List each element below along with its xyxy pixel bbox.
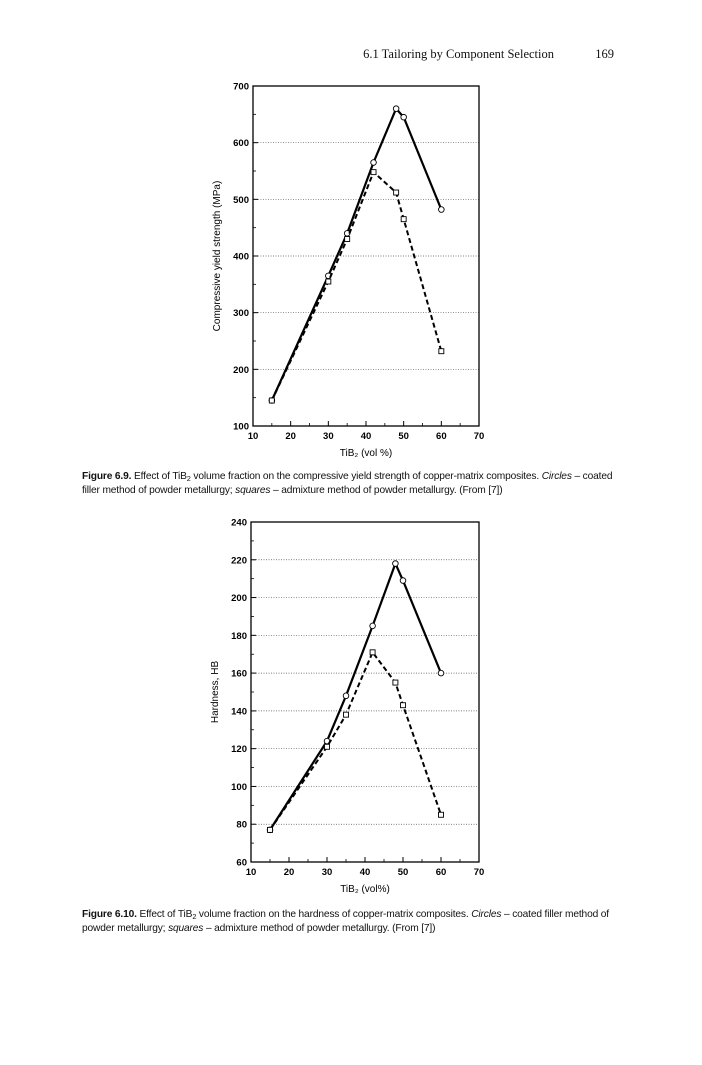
y-tick-label: 180 [231, 630, 247, 642]
circle-marker [393, 561, 399, 567]
caption-subscript: 2 [186, 473, 191, 483]
y-tick-label: 240 [231, 517, 247, 529]
y-tick-label: 500 [233, 194, 249, 206]
caption-circles: Circles [471, 909, 502, 920]
square-marker [325, 744, 330, 749]
square-marker [371, 170, 376, 175]
circle-marker [400, 578, 406, 584]
caption-circles: Circles [541, 471, 572, 482]
caption-text: Effect of TiB [134, 471, 187, 482]
x-tick-label: 40 [360, 431, 372, 442]
running-head: 6.1 Tailoring by Component Selection [363, 47, 554, 61]
y-tick-label: 600 [233, 138, 249, 150]
y-tick-label: 120 [231, 744, 247, 756]
caption-text: volume fraction on the compressive yield strength of copper-matrix composites. [190, 471, 539, 482]
x-tick-label: 10 [245, 867, 257, 878]
square-marker [439, 812, 444, 817]
circle-marker [370, 623, 376, 629]
x-tick-label: 20 [285, 431, 296, 442]
y-tick-label: 400 [233, 251, 249, 263]
caption-text: – admixture method of powder metallurgy. (From [7]) [270, 485, 503, 496]
series-line-squares [270, 652, 441, 830]
series-line-circles [270, 564, 441, 830]
caption-text: volume fraction on the hardness of copper-matrix composites. [196, 909, 469, 920]
caption-squares: squares [235, 485, 271, 496]
compressive-strength-chart [0, 70, 702, 470]
square-marker [345, 237, 350, 242]
hardness-chart [0, 505, 702, 905]
y-tick-label: 700 [233, 81, 249, 93]
y-tick-label: 80 [236, 819, 247, 831]
page-number: 169 [595, 47, 614, 61]
x-tick-label: 70 [473, 867, 485, 878]
caption-text: – coated filler method of powder metallurgy; [82, 909, 609, 934]
square-marker [394, 190, 399, 195]
x-axis-title: TiB₂ (vol %) [339, 448, 393, 459]
figure-6-9-caption [82, 470, 622, 498]
y-tick-label: 100 [233, 421, 249, 433]
circle-marker [438, 670, 444, 676]
caption-squares: squares [168, 923, 204, 934]
square-marker [269, 398, 274, 403]
x-tick-label: 30 [323, 431, 334, 442]
square-marker [326, 279, 331, 284]
y-tick-label: 100 [231, 781, 247, 793]
x-tick-label: 40 [359, 867, 371, 878]
y-tick-label: 140 [231, 706, 247, 718]
y-axis-title: Compressive yield strength (MPa) [212, 180, 223, 332]
y-tick-label: 300 [233, 308, 249, 320]
page-header [0, 47, 702, 67]
caption-text: Effect of TiB [139, 909, 193, 920]
x-tick-label: 60 [436, 431, 447, 442]
y-tick-label: 60 [236, 857, 247, 869]
square-marker [344, 712, 349, 717]
circle-marker [393, 106, 399, 112]
square-marker [401, 703, 406, 708]
y-tick-label: 220 [231, 555, 247, 567]
x-tick-label: 10 [247, 431, 259, 442]
plot-frame [251, 522, 479, 862]
y-tick-label: 200 [231, 593, 247, 605]
y-tick-label: 200 [233, 364, 249, 376]
x-tick-label: 60 [435, 867, 447, 878]
circle-marker [343, 693, 349, 699]
caption-subscript: 2 [192, 911, 197, 921]
square-marker [401, 217, 406, 222]
circle-marker [439, 207, 445, 213]
x-tick-label: 70 [473, 431, 485, 442]
circle-marker [401, 114, 407, 120]
x-tick-label: 50 [397, 867, 409, 878]
y-tick-label: 160 [231, 668, 247, 680]
x-tick-label: 50 [398, 431, 409, 442]
square-marker [268, 827, 273, 832]
series-line-circles [272, 109, 442, 401]
figure-6-10-caption [82, 908, 622, 936]
caption-text: – coated filler method of powder metallurgy; [82, 471, 613, 496]
figure-label: Figure 6.10. [82, 909, 137, 920]
y-axis-title: Hardness, HB [210, 660, 221, 724]
x-axis-title: TiB₂ (vol%) [340, 884, 390, 895]
x-tick-label: 20 [283, 867, 295, 878]
circle-marker [371, 160, 377, 166]
caption-text: – admixture method of powder metallurgy. (From [7]) [203, 923, 436, 934]
square-marker [393, 680, 398, 685]
square-marker [439, 349, 444, 354]
x-tick-label: 30 [321, 867, 333, 878]
figure-label: Figure 6.9. [82, 471, 132, 482]
square-marker [370, 650, 375, 655]
